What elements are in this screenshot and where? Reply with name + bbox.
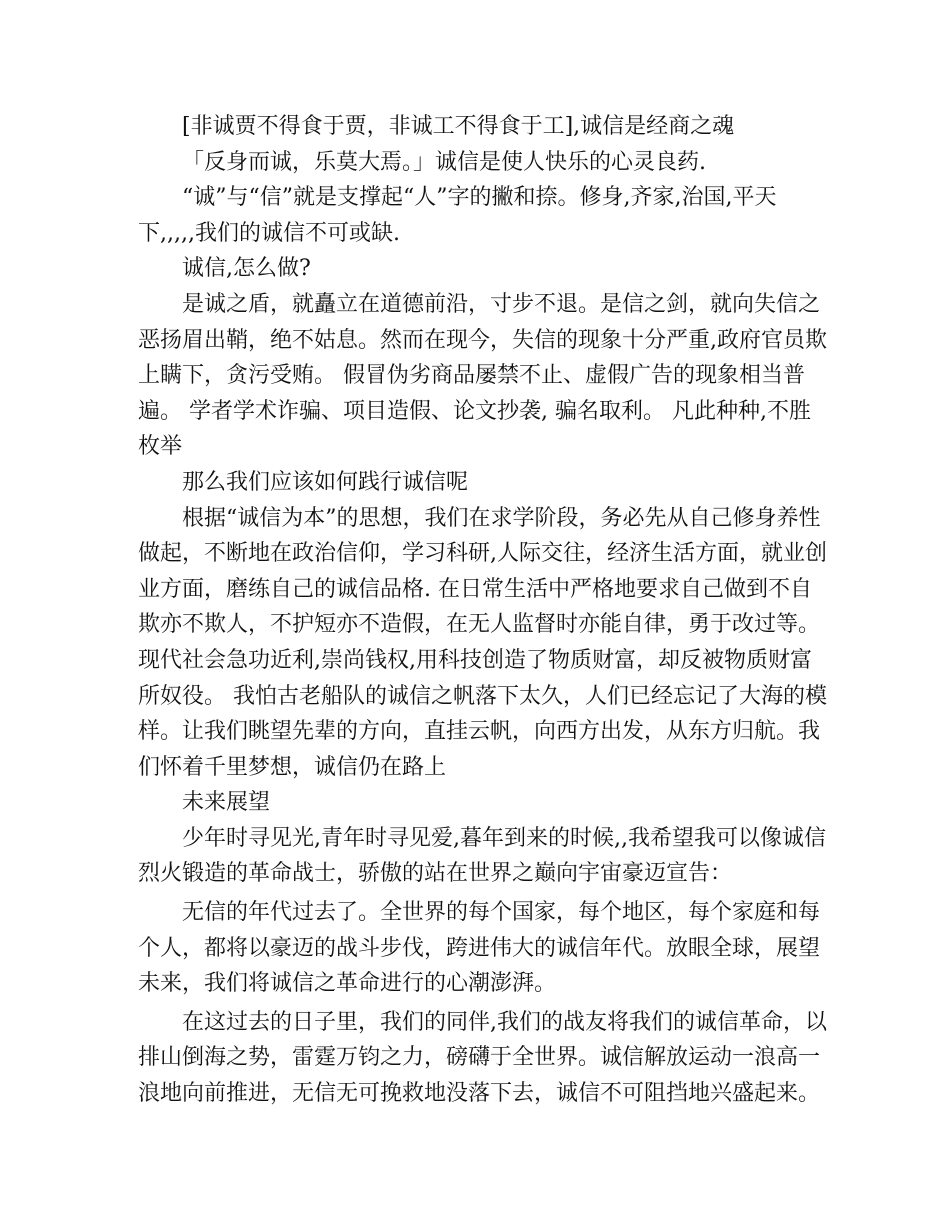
paragraph-happiness: 「反身而诚，乐莫大焉。」诚信是使人快乐的心灵良药. xyxy=(182,149,706,175)
paragraph-practice: 根据“诚信为本”的思想，我们在求学阶段，务必先从自己修身养性做起，不断地在政治信仰，学习科研,人际交往，经济生活方面，就业创业方面，磨练自己的诚信品格. 在日常生活中严格地要求自己做到不自欺亦不欺人，不护短亦不造假，在无人监督时亦能自律，勇于改过等。 现代社会急功近利,崇尚钱权,用科技创造了物质财富，却反被物质财富所奴役。 我怕古老船队的诚信之帆落下太久，人们已经忘记了大海的模样。让我们眺望先辈的方向，直挂云帆，向西方出发，从东方归航。我们怀着千里梦想，诚信仍在路上 xyxy=(138,505,827,780)
paragraph-future-heading: 未来展望 xyxy=(182,790,271,816)
paragraph-revolution: 在这过去的日子里，我们的同伴,我们的战友将我们的诚信革命，以排山倒海之势，雷霆万钧之力，磅礴于全世界。诚信解放运动一浪高一浪地向前推进，无信无可挽救地没落下去，诚信不可阻挡地兴盛起来。 xyxy=(138,1009,827,1107)
paragraph-youth: 少年时寻见光,青年时寻见爱,暮年到来的时候,,我希望我可以像诚信烈火锻造的革命战士，骄傲的站在世界之巅向宇宙豪迈宣告： xyxy=(138,825,826,887)
paragraph-practice-question: 那么我们应该如何践行诚信呢 xyxy=(182,469,469,495)
paragraph-new-era: 无信的年代过去了。全世界的每个国家，每个地区，每个家庭和每个人，都将以豪迈的战斗步伐，跨进伟大的诚信年代。放眼全球，展望未来，我们将诚信之革命进行的心潮澎湃。 xyxy=(138,900,821,997)
paragraph-ren-character: “诚”与“信”就是支撑起“人”字的撇和捺。修身,齐家,治国,平天下,,,,,我们的诚信不可或缺. xyxy=(138,185,777,246)
paragraph-how-to: 诚信,怎么做? xyxy=(182,256,311,282)
paragraph-shield-sword: 是诚之盾，就矗立在道德前沿，寸步不退。是信之剑，就向失信之恶扬眉出鞘，绝不姑息。然而在现今，失信的现象十分严重,政府官员欺上瞒下，贪污受贿。 假冒伪劣商品屡禁不止、虚假广告的现象相当普遍。 学者学术诈骗、项目造假、论文抄袭, 骗名取利。 凡此种种,不胜枚举 xyxy=(138,291,827,460)
paragraph-merchant-honesty: [非诚贾不得食于贾，非诚工不得食于工],诚信是经商之魂 xyxy=(182,114,735,139)
document-body xyxy=(138,109,828,1112)
